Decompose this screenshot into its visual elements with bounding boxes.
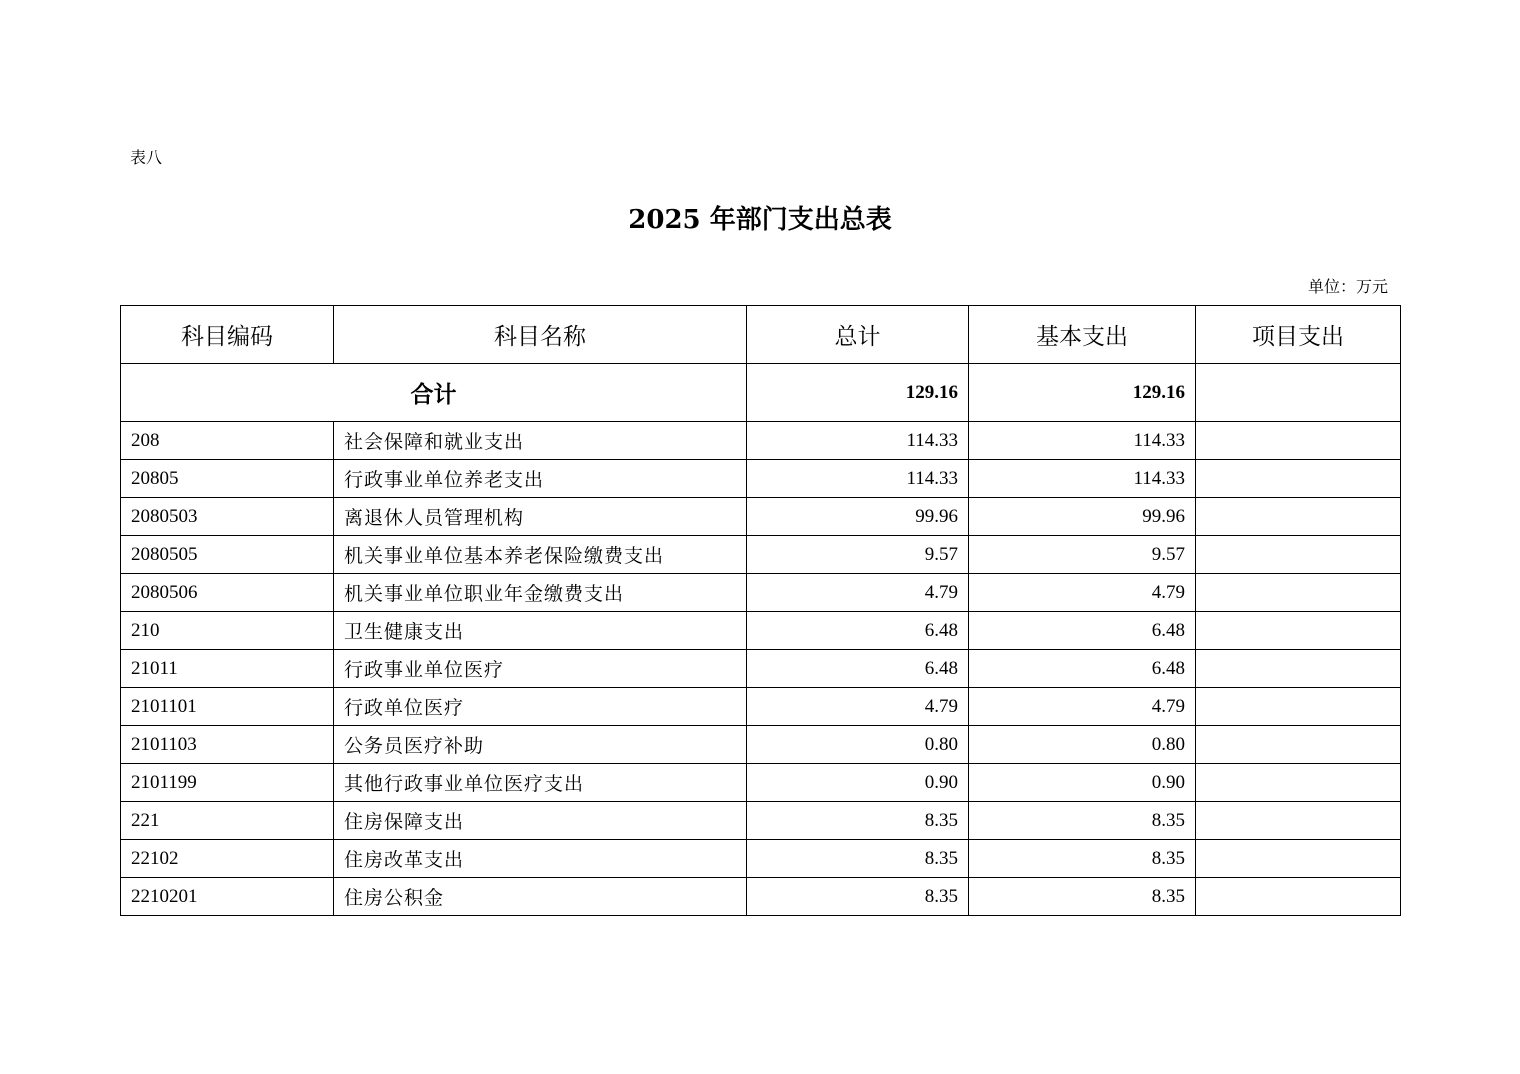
row-total: 6.48 [747,650,969,688]
row-total: 0.80 [747,726,969,764]
row-name: 住房公积金 [334,878,747,916]
row-code: 2101101 [121,688,334,726]
table-row [121,650,1401,688]
header-row [121,306,1401,364]
row-code: 2101103 [121,726,334,764]
row-project [1196,574,1401,612]
row-total: 114.33 [747,460,969,498]
table-row [121,574,1401,612]
total-project [1196,364,1401,422]
row-basic: 0.80 [969,726,1196,764]
row-total: 8.35 [747,802,969,840]
row-code: 2080503 [121,498,334,536]
row-total: 8.35 [747,840,969,878]
table-row [121,878,1401,916]
unit-label: 单位：万元 [1307,277,1388,296]
row-basic: 6.48 [969,650,1196,688]
row-basic: 114.33 [969,460,1196,498]
row-basic: 99.96 [969,498,1196,536]
row-project [1196,460,1401,498]
row-project [1196,612,1401,650]
table-label: 表八 [130,148,163,167]
row-basic: 4.79 [969,574,1196,612]
row-code: 210 [121,612,334,650]
row-total: 6.48 [747,612,969,650]
row-code: 2080506 [121,574,334,612]
row-basic: 6.48 [969,612,1196,650]
row-basic: 8.35 [969,802,1196,840]
total-basic: 129.16 [969,364,1196,422]
row-project [1196,422,1401,460]
row-project [1196,536,1401,574]
table-row [121,536,1401,574]
row-code: 2080505 [121,536,334,574]
total-row [121,364,1401,422]
header-total: 总计 [747,306,969,364]
header-name: 科目名称 [334,306,747,364]
row-total: 4.79 [747,574,969,612]
row-name: 公务员医疗补助 [334,726,747,764]
row-basic: 8.35 [969,840,1196,878]
page-title: 2025 年部门支出总表 [628,205,892,235]
table-row [121,688,1401,726]
table-row [121,764,1401,802]
row-project [1196,878,1401,916]
row-basic: 4.79 [969,688,1196,726]
row-project [1196,688,1401,726]
row-name: 离退休人员管理机构 [334,498,747,536]
total-label: 合计 [121,364,747,422]
row-project [1196,726,1401,764]
row-project [1196,802,1401,840]
row-total: 99.96 [747,498,969,536]
table-row [121,422,1401,460]
table-row [121,612,1401,650]
table-row [121,726,1401,764]
row-total: 9.57 [747,536,969,574]
row-basic: 8.35 [969,878,1196,916]
row-name: 行政事业单位医疗 [334,650,747,688]
row-code: 21011 [121,650,334,688]
table-row [121,802,1401,840]
row-name: 行政事业单位养老支出 [334,460,747,498]
header-basic: 基本支出 [969,306,1196,364]
row-name: 其他行政事业单位医疗支出 [334,764,747,802]
row-code: 22102 [121,840,334,878]
expenditure-table [120,305,1401,916]
row-name: 卫生健康支出 [334,612,747,650]
row-project [1196,498,1401,536]
row-project [1196,764,1401,802]
row-name: 住房保障支出 [334,802,747,840]
row-basic: 0.90 [969,764,1196,802]
row-name: 社会保障和就业支出 [334,422,747,460]
row-project [1196,650,1401,688]
header-project: 项目支出 [1196,306,1401,364]
row-total: 4.79 [747,688,969,726]
row-name: 住房改革支出 [334,840,747,878]
row-basic: 9.57 [969,536,1196,574]
header-code: 科目编码 [121,306,334,364]
row-name: 行政单位医疗 [334,688,747,726]
row-total: 0.90 [747,764,969,802]
row-name: 机关事业单位基本养老保险缴费支出 [334,536,747,574]
row-basic: 114.33 [969,422,1196,460]
table-row [121,840,1401,878]
row-project [1196,840,1401,878]
row-code: 2101199 [121,764,334,802]
row-code: 2210201 [121,878,334,916]
table-row [121,498,1401,536]
row-code: 208 [121,422,334,460]
row-total: 8.35 [747,878,969,916]
total-total: 129.16 [747,364,969,422]
row-name: 机关事业单位职业年金缴费支出 [334,574,747,612]
row-total: 114.33 [747,422,969,460]
table-row [121,460,1401,498]
row-code: 20805 [121,460,334,498]
row-code: 221 [121,802,334,840]
